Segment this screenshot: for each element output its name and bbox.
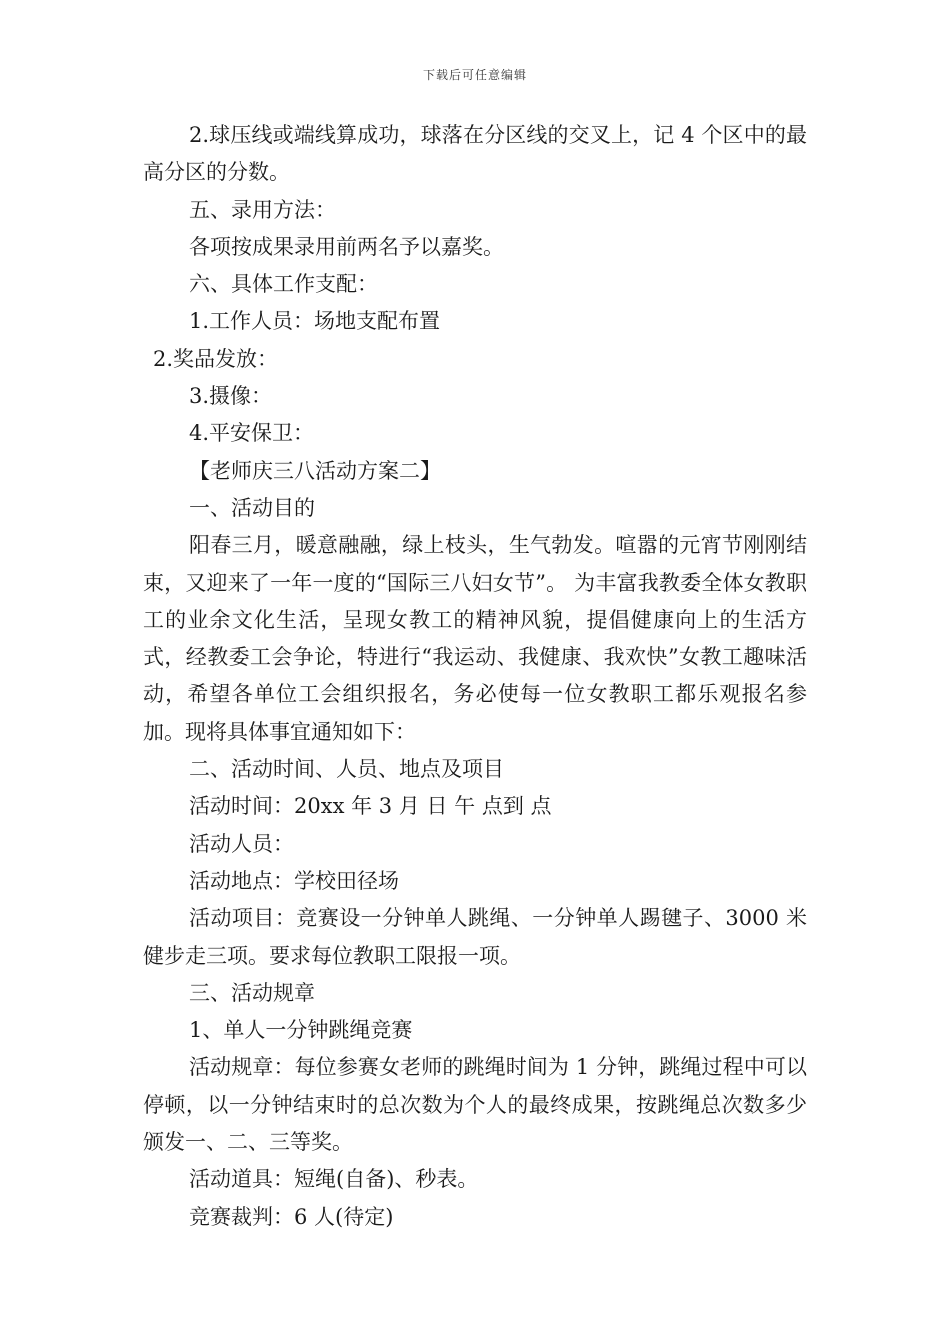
- paragraph: 各项按成果录用前两名予以嘉奖。: [189, 234, 504, 259]
- paragraph: 2.球压线或端线算成功，球落在分区线的交叉上，记 4 个区中的最高分区的分数。: [143, 123, 807, 185]
- list-item: 3.摄像：: [189, 384, 273, 409]
- list-item: 1.工作人员：场地支配布置: [189, 309, 441, 334]
- paragraph: 活动规章：每位参赛女老师的跳绳时间为 1 分钟，跳绳过程中可以停顿，以一分钟结束时的总次数为个人的最终成果，按跳绳总次数多少颁发一、二、三等奖。: [143, 1055, 807, 1155]
- paragraph: 活动人员：: [189, 831, 294, 856]
- subsection-heading: 1、单人一分钟跳绳竞赛: [189, 1018, 413, 1043]
- document-subtitle: 【老师庆三八活动方案二】: [189, 458, 441, 483]
- document-body: [143, 117, 807, 1236]
- paragraph: 活动项目：竞赛设一分钟单人跳绳、一分钟单人踢毽子、3000 米健步走三项。要求每位教职工限报一项。: [143, 906, 807, 968]
- section-heading: 六、具体工作支配：: [189, 272, 378, 297]
- paragraph: 阳春三月，暖意融融，绿上枝头，生气勃发。喧嚣的元宵节刚刚结束，又迎来了一年一度的“国际三八妇女节”。 为丰富我教委全体女教职工的业余文化生活，呈现女教工的精神风貌，提倡健康向上的生活方式，经教委工会争论，特进行“我运动、我健康、我欢快”女教工趣味活动，希望各单位工会组织报名，务必使每一位女教职工都乐观报名参加。现将具体事宜通知如下：: [143, 533, 807, 744]
- section-heading: 五、录用方法：: [189, 197, 336, 222]
- paragraph: 活动时间：20xx 年 3 月 日 午 点到 点: [189, 794, 552, 819]
- paragraph: 活动道具：短绳(自备)、秒表。: [189, 1167, 479, 1192]
- page-header-note: 下载后可任意编辑: [422, 68, 527, 82]
- list-item: 2.奖品发放：: [153, 346, 279, 371]
- paragraph: 活动地点：学校田径场: [189, 868, 399, 893]
- section-heading: 三、活动规章: [189, 980, 315, 1005]
- section-heading: 一、活动目的: [189, 495, 315, 520]
- list-item: 4.平安保卫：: [189, 421, 315, 446]
- paragraph: 竞赛裁判：6 人(待定): [189, 1204, 394, 1229]
- section-heading: 二、活动时间、人员、地点及项目: [189, 757, 504, 782]
